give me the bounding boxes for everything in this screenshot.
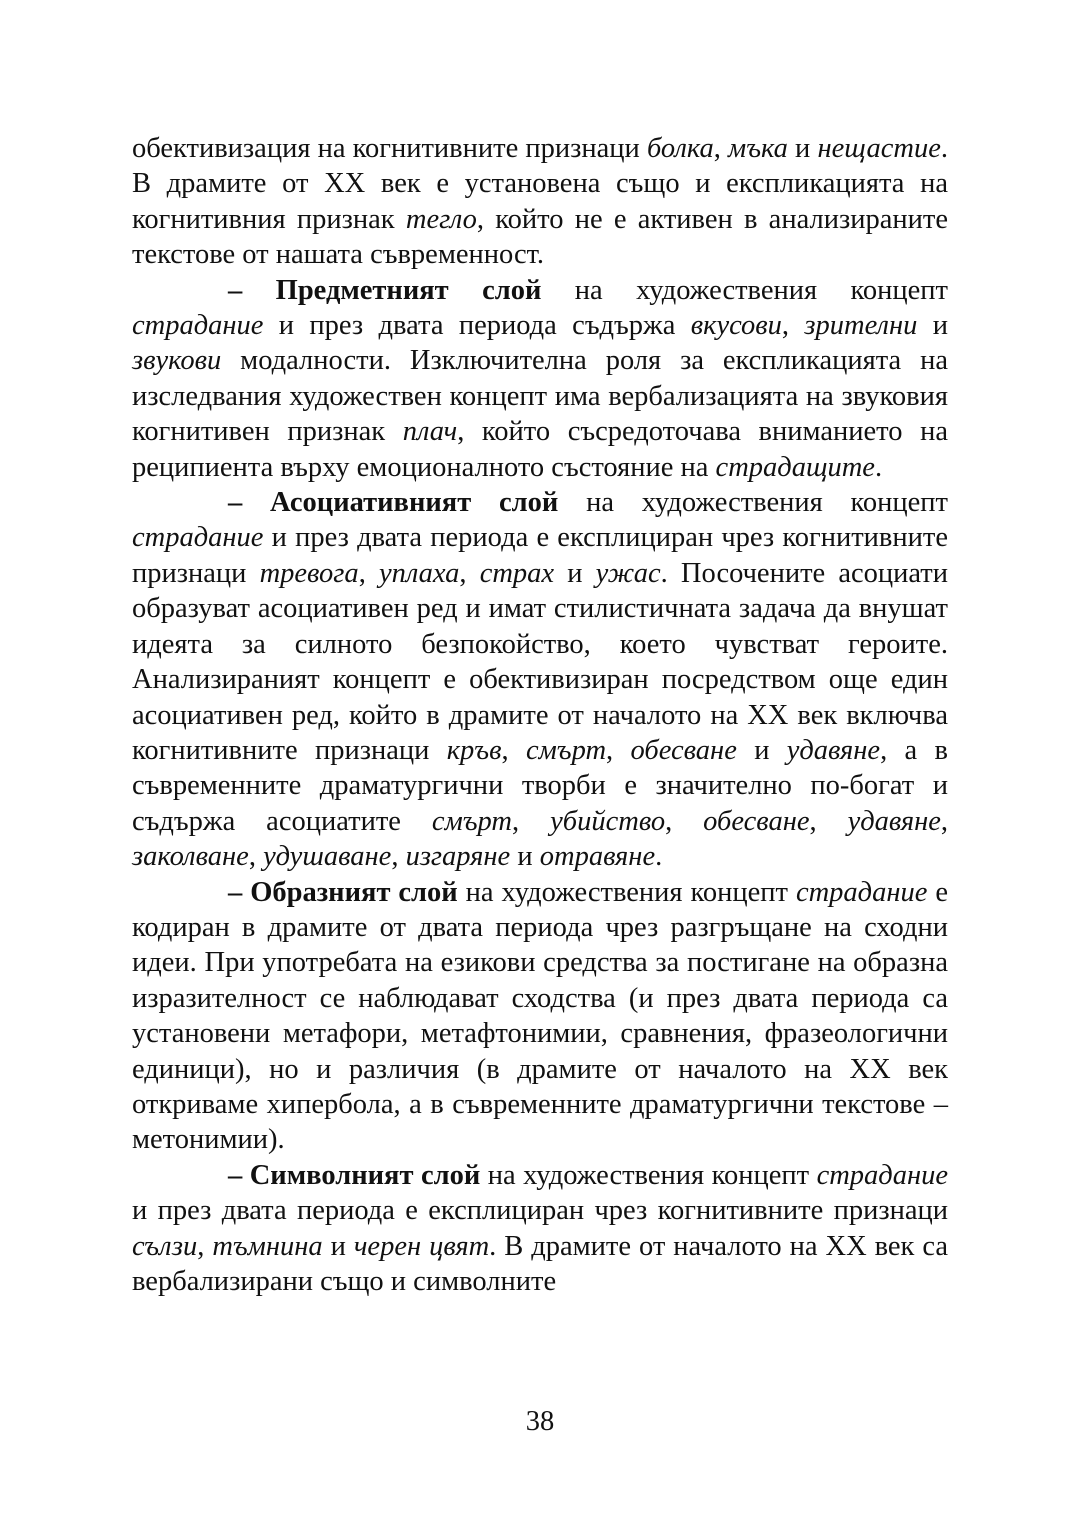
text-run: модалности. Изключителна роля за експликацията на изследвания художествен концепт има вербализацията на звуковия когнитивен признак — [132, 345, 948, 448]
italic-term: уплаха — [378, 557, 460, 589]
text-run: , — [358, 557, 379, 589]
italic-term: заколване — [132, 841, 249, 873]
italic-term: плач — [402, 416, 458, 448]
text-run: и — [917, 310, 948, 342]
paragraph — [132, 485, 948, 874]
page-number: 38 — [525, 1406, 555, 1437]
text-run: , който не е активен в анализираните текстове от нашата съвременност. — [132, 203, 948, 271]
text-run: . — [655, 841, 663, 873]
text-run: на художествения концепт — [541, 274, 949, 306]
text-run: , — [512, 805, 551, 837]
text-run: , — [391, 841, 406, 873]
bold-lead-phrase: – Асоциативният слой — [228, 487, 559, 519]
text-run: обективизация на когнитивните признаци — [132, 133, 647, 164]
text-run: и през двата периода съдържа — [263, 310, 691, 342]
italic-term: удавяне — [847, 805, 941, 837]
text-run: , — [781, 310, 805, 342]
italic-term: отравяне — [539, 841, 656, 873]
paragraph — [132, 1158, 948, 1300]
text-run: на художествения концепт — [558, 487, 948, 519]
italic-term: смърт — [525, 734, 607, 766]
text-run: и — [787, 133, 818, 164]
italic-term: болка — [646, 133, 714, 164]
text-run: е кодиран в драмите от двата периода чрез разгръщане на сходни идеи. При употребата на езикови средства за постигане на образна изразителност се наблюдават сходства (и през двата периода са установени метафори, метафтонимии, сравнения, фразеологични единици), но и различия (в драмите от началото на XX век откриваме хипербола, а в съвременните драматургични текстове – метонимии). — [132, 876, 948, 1156]
italic-term: убийство — [550, 805, 666, 837]
italic-term: обесване — [703, 805, 810, 837]
italic-term: тегло — [405, 203, 477, 235]
text-run: , — [713, 133, 729, 164]
italic-term: зрителни — [804, 310, 918, 342]
text-run: и през двата периода е експлициран чрез когнитивните признаци — [132, 522, 948, 589]
italic-term: страдащите — [715, 451, 875, 483]
italic-term: ужас — [595, 557, 661, 589]
text-run: и — [322, 1230, 354, 1262]
italic-term: тъмнина — [212, 1230, 323, 1262]
italic-term: удушаване — [263, 841, 392, 873]
italic-term: вкусови — [690, 310, 782, 342]
text-run: на художествения концепт — [457, 876, 796, 908]
paragraph — [132, 131, 948, 273]
text-run: , — [459, 557, 480, 589]
text-run: . В драмите от XX век е установена също и експликацията на когнитивния признак — [132, 133, 948, 235]
italic-term: страдание — [132, 522, 264, 554]
italic-term: страдание — [132, 310, 264, 342]
italic-term: мъка — [728, 133, 788, 164]
paragraph — [132, 273, 948, 485]
italic-term: нещастие — [817, 133, 941, 164]
text-run: , — [197, 1230, 213, 1262]
italic-term: страдание — [795, 876, 928, 908]
italic-term: смърт — [431, 805, 513, 837]
italic-term: тревога — [259, 557, 359, 589]
page-body-text — [132, 131, 948, 1299]
text-run: . В драмите от началото на XX век са вербализирани също и символните — [132, 1230, 948, 1297]
text-run: , — [501, 734, 526, 766]
text-run: и през двата периода е експлициран чрез когнитивните признаци — [132, 1195, 948, 1227]
text-run: и — [510, 841, 540, 873]
italic-term: изгаряне — [405, 841, 511, 873]
bold-lead-phrase: – Образният слой — [228, 876, 458, 908]
text-run: , — [665, 805, 704, 837]
text-run: , а в съвременните драматургични творби е значително по-богат и съдържа асоциатите — [132, 734, 948, 837]
italic-term: страх — [479, 557, 555, 589]
bold-lead-phrase: – Символният слой — [228, 1159, 481, 1191]
paragraph — [132, 875, 948, 1158]
text-run: , — [809, 805, 848, 837]
text-run: . Посочените асоциати образуват асоциативен ред и имат стилистичната задача да внушат идеята за силното безпокойство, което чувстват героите. Анализираният концепт е обективизиран посредством още един асоциативен ред, който в драмите от началото на XX век включва когнитивните признаци — [132, 557, 949, 766]
text-run: , — [248, 841, 264, 873]
text-run: , който съсредоточава вниманието на реципиента върху емоционалното състояние на — [132, 416, 948, 483]
bold-lead-phrase: – Предметният слой — [228, 274, 542, 306]
italic-term: удавяне — [786, 734, 881, 766]
italic-term: обесване — [630, 734, 737, 766]
italic-term: черен цвят — [353, 1230, 490, 1262]
text-run: , — [606, 734, 631, 766]
text-run: , — [940, 805, 949, 837]
text-run: и — [736, 734, 787, 766]
italic-term: страдание — [816, 1159, 948, 1191]
italic-term: кръв — [446, 734, 502, 766]
text-run: на художествения концепт — [480, 1159, 817, 1191]
text-run: . — [874, 451, 883, 483]
italic-term: сълзи — [132, 1230, 198, 1262]
italic-term: звукови — [132, 345, 222, 377]
text-run: и — [554, 557, 596, 589]
